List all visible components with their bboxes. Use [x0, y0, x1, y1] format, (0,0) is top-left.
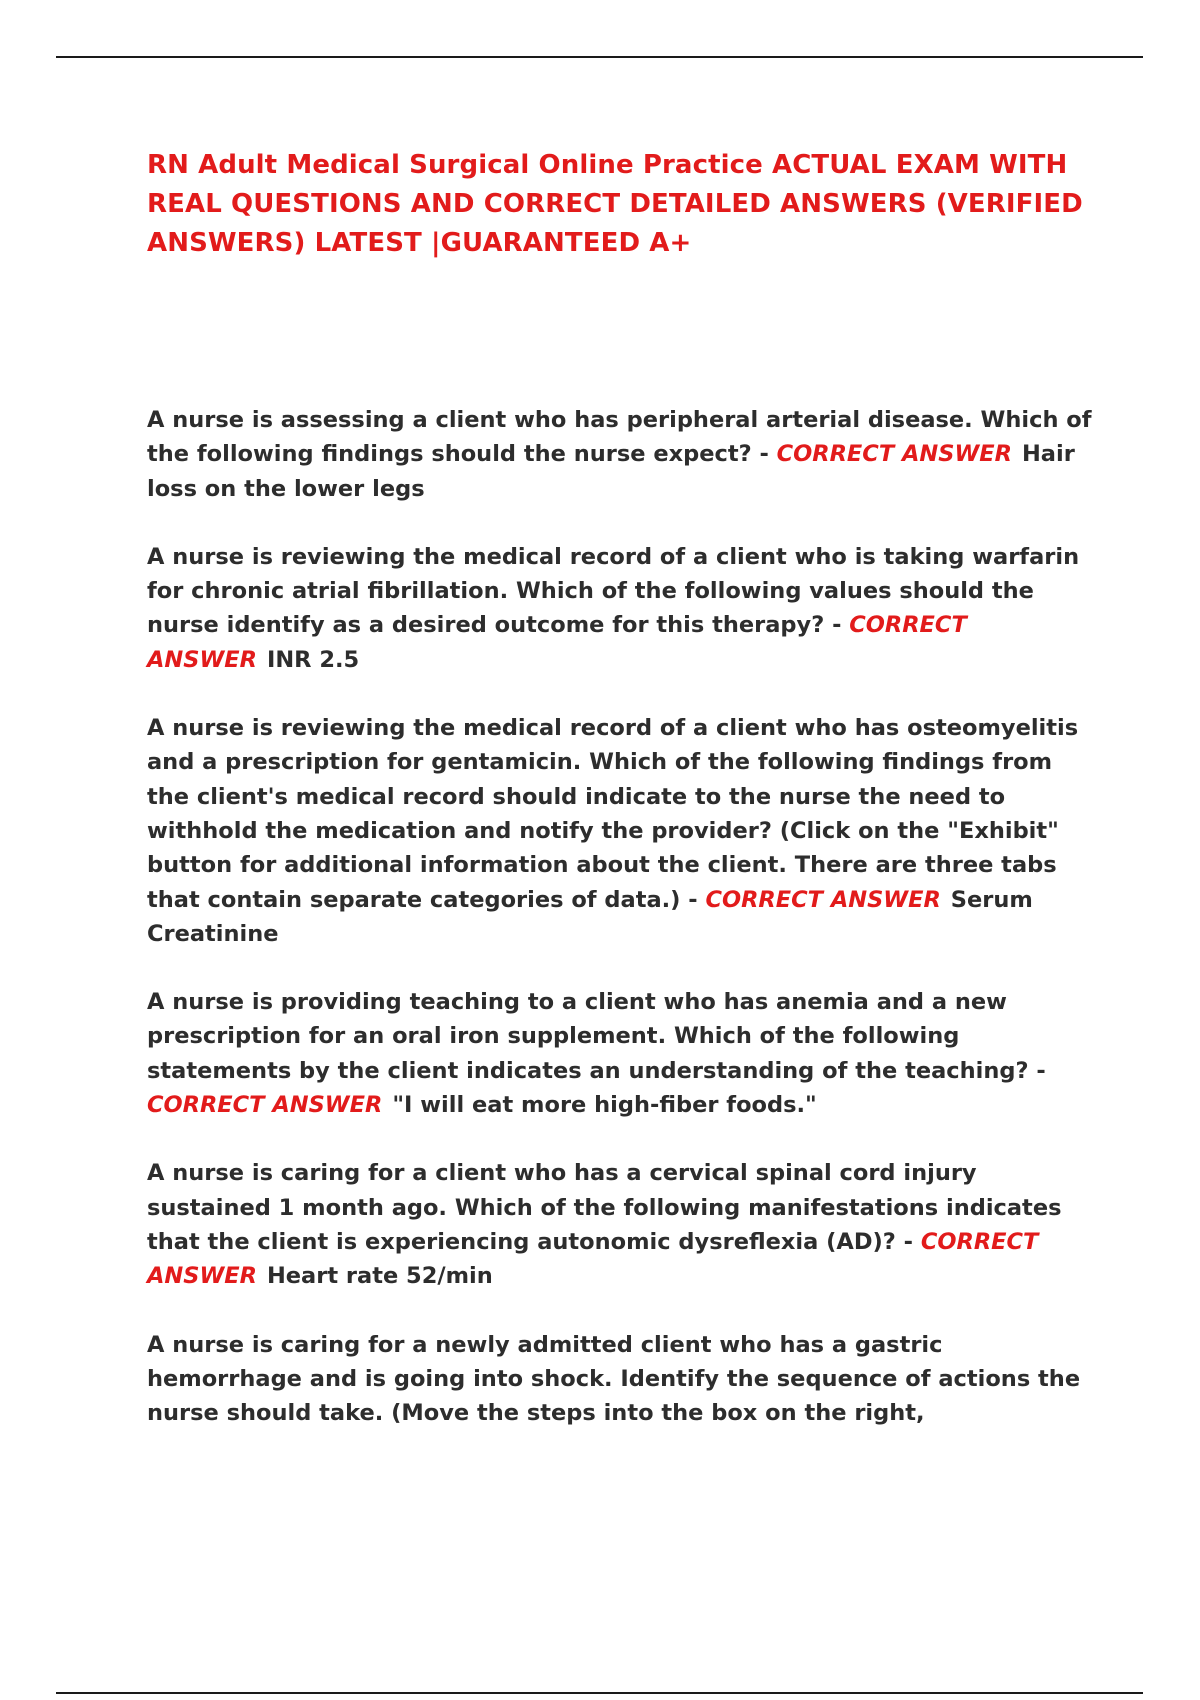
correct-answer-label: CORRECT ANSWER: [147, 1092, 383, 1119]
question-text: A nurse is caring for a client who has a cervical spinal cord injury sustained 1 month ago. Which of the following manifestations indicates that the client is experiencing autonomic dysreflexia (AD)? -: [147, 1160, 1062, 1255]
qa-item: [147, 540, 1092, 677]
qa-item: [147, 1156, 1092, 1293]
correct-answer-label: CORRECT ANSWER: [147, 612, 967, 673]
qa-item: [147, 403, 1092, 506]
answer-text: INR 2.5: [266, 646, 360, 673]
answer-text: Heart rate 52/min: [266, 1263, 493, 1290]
question-text: A nurse is caring for a newly admitted client who has a gastric hemorrhage and is going into shock. Identify the sequence of actions the nurse should take. (Move the steps into the box on the right,: [147, 1331, 1081, 1427]
footer-rule: [56, 1692, 1143, 1694]
correct-answer-label: CORRECT ANSWER: [705, 886, 941, 913]
question-text: A nurse is providing teaching to a client who has anemia and a new prescription for an oral iron supplement. Which of the following statements by the client indicates an understanding of the teaching? -: [147, 989, 1046, 1084]
question-text: A nurse is reviewing the medical record of a client who is taking warfarin for chronic atrial fibrillation. Which of the following values should the nurse identify as a desired outcome for this therapy? -: [147, 543, 1080, 639]
header-rule: [56, 56, 1143, 58]
correct-answer-label: CORRECT ANSWER: [776, 441, 1012, 468]
question-text: A nurse is reviewing the medical record of a client who has osteomyelitis and a prescription for gentamicin. Which of the following findings from the client's medical record should indicate to the nurse the need to withhold the medication and notify the provider? (Click on the "Exhibit" button for additional information about the client. There are three tabs that contain separate categories of data.) -: [147, 715, 1079, 913]
answer-text: Hair loss on the lower legs: [147, 441, 1075, 502]
qa-list: [147, 403, 1092, 1464]
document-title: RN Adult Medical Surgical Online Practice ACTUAL EXAM WITH REAL QUESTIONS AND CORRECT DETAILED ANSWERS (VERIFIED ANSWERS) LATEST |GUARANTEED A+: [147, 150, 1083, 258]
question-text: A nurse is assessing a client who has peripheral arterial disease. Which of the following findings should the nurse expect? -: [147, 407, 1092, 468]
answer-text: "I will eat more high-fiber foods.": [392, 1092, 817, 1119]
qa-item: [147, 1328, 1092, 1431]
correct-answer-label: CORRECT ANSWER: [147, 1228, 1039, 1290]
answer-text: Serum Creatinine: [147, 886, 1033, 947]
qa-item: [147, 985, 1092, 1122]
qa-item: [147, 711, 1092, 951]
